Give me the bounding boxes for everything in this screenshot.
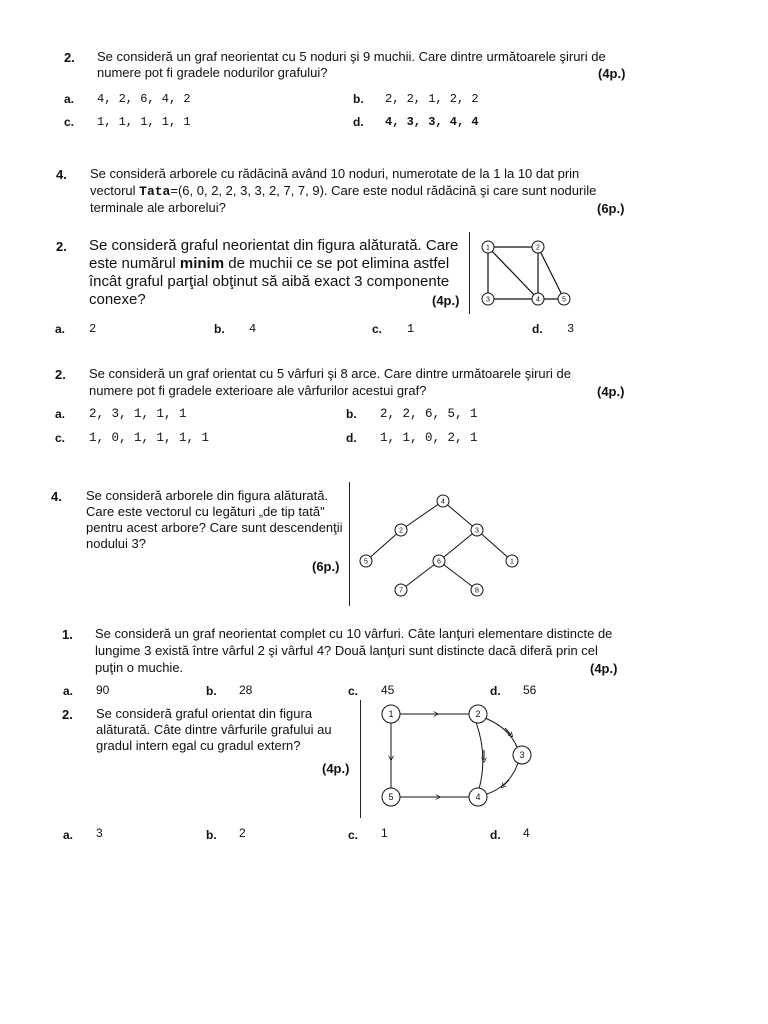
q6-option-b: 28 bbox=[239, 683, 253, 697]
q3-text-line2 bbox=[89, 255, 449, 272]
q4-number: 2. bbox=[55, 367, 66, 382]
q3-node-1-label: 1 bbox=[486, 244, 490, 252]
q7-text-line2: alăturată. Câte dintre vârfurile grafului au bbox=[96, 722, 332, 737]
q5-node-7-label: 7 bbox=[399, 587, 403, 595]
q7-text-line1: Se consideră graful orientat din figura bbox=[96, 706, 313, 721]
q7-arrow-3-4 bbox=[503, 780, 509, 786]
q7-option-a-letter: a. bbox=[63, 828, 74, 842]
q3-points: (4p.) bbox=[432, 293, 460, 308]
q7-node-1-label: 1 bbox=[388, 709, 394, 719]
q1-points: (4p.) bbox=[598, 66, 626, 81]
q6-points: (4p.) bbox=[590, 661, 618, 676]
q1-option-b-letter: b. bbox=[353, 92, 364, 106]
q4-option-a-letter: a. bbox=[55, 407, 66, 421]
q5-edge-4-2 bbox=[401, 498, 445, 530]
q1-option-a-letter: a. bbox=[64, 92, 75, 106]
q5-node-4-label: 4 bbox=[441, 498, 445, 506]
q3-option-d-letter: d. bbox=[532, 322, 543, 336]
q5-edge-2-5 bbox=[366, 527, 403, 561]
q5-node-1-label: 1 bbox=[510, 558, 514, 566]
q2-text-line3: terminale ale arborelui? bbox=[90, 200, 226, 215]
q7-node-4-label: 4 bbox=[475, 792, 481, 802]
q3-text-line4: conexe? bbox=[89, 291, 146, 308]
q3-node-3-label: 3 bbox=[486, 296, 490, 304]
q1-number: 2. bbox=[64, 50, 75, 65]
q1-text-line2: numere pot fi gradele nodurilor grafului? bbox=[97, 65, 328, 80]
q6-option-c: 45 bbox=[381, 683, 395, 697]
q7-arc-2-4 bbox=[476, 722, 483, 789]
q7-divider bbox=[360, 700, 361, 818]
q5-node-2-label: 2 bbox=[399, 527, 403, 535]
q3-number: 2. bbox=[56, 239, 67, 254]
q7-directed-graph-figure bbox=[366, 698, 546, 818]
q5-edge-3-1 bbox=[475, 527, 512, 561]
q1-text-line1: Se consideră un graf neorientat cu 5 noduri şi 9 muchii. Care dintre următoarele şiruri de bbox=[97, 49, 606, 64]
q7-number: 2. bbox=[62, 707, 73, 722]
q5-text-line4: nodului 3? bbox=[86, 536, 146, 551]
q3-option-b: 4 bbox=[249, 322, 257, 336]
q4-option-d: 1, 1, 0, 2, 1 bbox=[380, 431, 478, 445]
q3-option-b-letter: b. bbox=[214, 322, 225, 336]
q1-option-d-letter: d. bbox=[353, 115, 364, 129]
q2-text-line2b: =(6, 0, 2, 2, 3, 3, 2, 7, 7, 9). Care este nodul rădăcină şi care sunt nodurile bbox=[170, 183, 597, 198]
q6-option-b-letter: b. bbox=[206, 684, 217, 698]
q6-option-d-letter: d. bbox=[490, 684, 501, 698]
q5-text-line1: Se consideră arborele din figura alăturată. bbox=[86, 488, 329, 503]
q4-option-c: 1, 0, 1, 1, 1, 1 bbox=[89, 431, 210, 445]
q4-text-line2: numere pot fi gradele exterioare ale vârfurilor acestui graf? bbox=[89, 383, 427, 398]
q3-option-a-letter: a. bbox=[55, 322, 66, 336]
q3-edge-2-5 bbox=[536, 244, 564, 299]
q1-option-a: 4, 2, 6, 4, 2 bbox=[97, 92, 191, 106]
q3-edge-1-4 bbox=[486, 244, 540, 299]
q3-option-a: 2 bbox=[89, 322, 97, 336]
q2-text-line1: Se consideră arborele cu rădăcină având 10 noduri, numerotate de la 1 la 10 dat prin bbox=[90, 166, 580, 181]
q3-option-c: 1 bbox=[407, 322, 415, 336]
q5-points: (6p.) bbox=[312, 559, 340, 574]
q7-option-d-letter: d. bbox=[490, 828, 501, 842]
q1-option-b: 2, 2, 1, 2, 2 bbox=[385, 92, 479, 106]
q7-arc-2-3 bbox=[485, 718, 517, 747]
q5-edge-6-7 bbox=[401, 558, 441, 590]
q2-number: 4. bbox=[56, 167, 67, 182]
q3-option-c-letter: c. bbox=[372, 322, 383, 336]
q5-divider bbox=[349, 482, 350, 606]
q7-node-2-label: 2 bbox=[475, 709, 481, 719]
q7-option-c-letter: c. bbox=[348, 828, 359, 842]
q6-option-a: 90 bbox=[96, 683, 110, 697]
q1-option-d: 4, 3, 3, 4, 4 bbox=[385, 115, 479, 129]
q5-text-line2: Care este vectorul cu legături „de tip tată" bbox=[86, 504, 325, 519]
q7-option-b: 2 bbox=[239, 826, 246, 840]
q6-option-c-letter: c. bbox=[348, 684, 359, 698]
q5-edge-3-6 bbox=[439, 527, 479, 561]
q5-node-8-label: 8 bbox=[475, 587, 479, 595]
q7-node-5-label: 5 bbox=[388, 792, 394, 802]
q3-graph-figure bbox=[474, 232, 584, 312]
q4-option-d-letter: d. bbox=[346, 431, 357, 445]
q1-option-c-letter: c. bbox=[64, 115, 75, 129]
q5-tree-figure bbox=[352, 482, 532, 602]
q7-text-line3: gradul intern egal cu gradul extern? bbox=[96, 738, 301, 753]
q1-option-c: 1, 1, 1, 1, 1 bbox=[97, 115, 191, 129]
q7-option-d: 4 bbox=[523, 826, 530, 840]
q2-code-tata: Tata bbox=[139, 184, 171, 199]
q3-text-line3: încât graful parţial obţinut să aibă exact 3 componente bbox=[89, 273, 450, 290]
q6-option-d: 56 bbox=[523, 683, 537, 697]
q3-divider bbox=[469, 232, 470, 314]
q3-text-minim: minim bbox=[179, 255, 225, 272]
q3-node-2-label: 2 bbox=[536, 244, 540, 252]
q4-points: (4p.) bbox=[597, 384, 625, 399]
q4-option-b: 2, 2, 6, 5, 1 bbox=[380, 407, 478, 421]
q3-text-line1: Se consideră graful neorientat din figura alăturată. Care bbox=[89, 237, 459, 254]
q7-option-b-letter: b. bbox=[206, 828, 217, 842]
q4-text-line1: Se consideră un graf orientat cu 5 vârfuri şi 8 arce. Care dintre următoarele şiruri de bbox=[89, 366, 571, 381]
q6-text-line2: lungime 3 există între vârful 2 şi vârful 4? Două lanţuri sunt distincte dacă diferă prin cel bbox=[95, 643, 598, 658]
q5-text-line3: pentru acest arbore? Care sunt descendenţii bbox=[86, 520, 343, 535]
q5-node-6-label: 6 bbox=[437, 558, 441, 566]
q2-points: (6p.) bbox=[597, 201, 625, 216]
q7-points: (4p.) bbox=[322, 761, 350, 776]
q7-option-c: 1 bbox=[381, 826, 388, 840]
q3-node-5-label: 5 bbox=[562, 296, 566, 304]
q5-edge-4-3 bbox=[441, 498, 477, 530]
q3-node-4-label: 4 bbox=[536, 296, 540, 304]
q2-text-line2 bbox=[90, 183, 596, 200]
q4-option-a: 2, 3, 1, 1, 1 bbox=[89, 407, 187, 421]
q4-option-b-letter: b. bbox=[346, 407, 357, 421]
q5-edge-6-8 bbox=[437, 558, 477, 590]
q3-text-line2c: de muchii ce se pot elimina astfel bbox=[224, 255, 450, 272]
q6-option-a-letter: a. bbox=[63, 684, 74, 698]
q5-number: 4. bbox=[51, 489, 62, 504]
q6-number: 1. bbox=[62, 627, 73, 642]
q6-text-line1: Se consideră un graf neorientat complet cu 10 vârfuri. Câte lanţuri elementare distincte de bbox=[95, 626, 613, 641]
q7-node-3-label: 3 bbox=[519, 750, 525, 760]
q7-option-a: 3 bbox=[96, 826, 103, 840]
q7-arc-3-4 bbox=[487, 763, 518, 794]
q2-text-line2a: vectorul bbox=[90, 183, 140, 198]
q3-text-line2a: este numărul bbox=[89, 255, 180, 272]
q5-node-5-label: 5 bbox=[364, 558, 368, 566]
q4-option-c-letter: c. bbox=[55, 431, 66, 445]
q5-node-3-label: 3 bbox=[475, 527, 479, 535]
q6-text-line3: puţin o muchie. bbox=[95, 660, 184, 675]
q3-option-d: 3 bbox=[567, 322, 575, 336]
